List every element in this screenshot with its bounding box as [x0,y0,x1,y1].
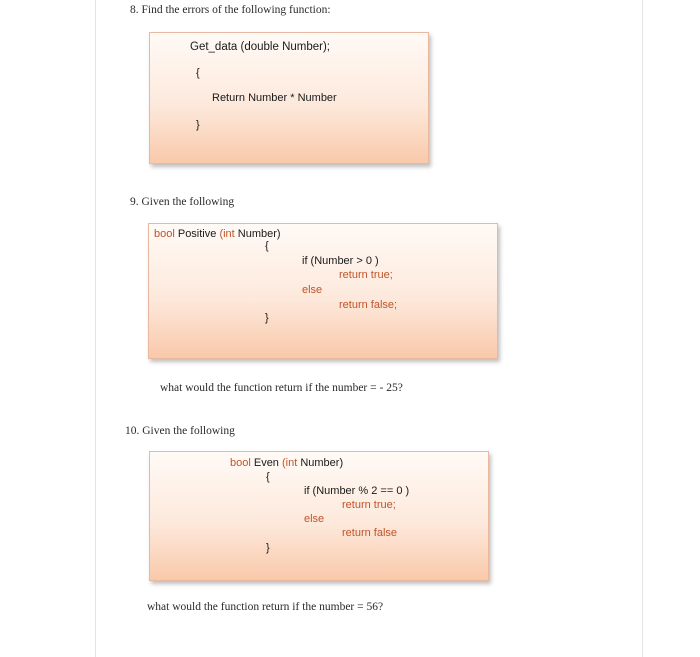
question-9-heading: 9. Given the following [130,196,235,208]
q9-function-name: Positive [174,228,220,240]
q9-param-type: (int [219,228,235,240]
q10-brace-close: } [266,542,270,554]
q8-brace-open: { [196,67,200,79]
question-9-code-box [148,223,498,359]
q9-return-false: return false; [339,299,398,311]
question-9-prompt: what would the function return if the number = - 25? [160,382,403,394]
question-10-code-box [149,451,489,581]
q9-brace-close: } [265,312,269,324]
question-10-heading: 10. Given the following [125,425,235,437]
q9-signature [154,228,281,240]
q9-if-line: if (Number > 0 ) [302,255,379,267]
q10-return-false: return false [342,527,398,539]
question-10-prompt: what would the function return if the number = 56? [147,601,384,613]
q8-brace-close: } [196,119,200,131]
q10-return-true: return true; [342,499,396,511]
q8-code-line-1: Get_data (double Number); [190,41,330,53]
question-8-heading: 8. Find the errors of the following function: [130,4,331,16]
q10-signature [230,457,343,469]
q9-param-name: Number) [234,228,281,240]
q10-param-name: Number) [297,457,344,469]
q9-return-type: bool [154,228,175,240]
page-border-left [95,0,96,657]
q9-else: else [302,284,323,296]
q10-brace-open: { [266,471,270,483]
q10-else: else [304,513,325,525]
q9-brace-open: { [265,240,269,252]
q10-return-type: bool [230,457,251,469]
q10-function-name: Even [250,457,282,469]
question-8-code-box [149,32,429,164]
q8-code-line-2: Return Number * Number [212,92,337,104]
q10-if-line: if (Number % 2 == 0 ) [304,485,410,497]
q10-param-type: (int [281,457,298,469]
page-border-right [642,0,643,657]
q9-return-true: return true; [339,269,393,281]
